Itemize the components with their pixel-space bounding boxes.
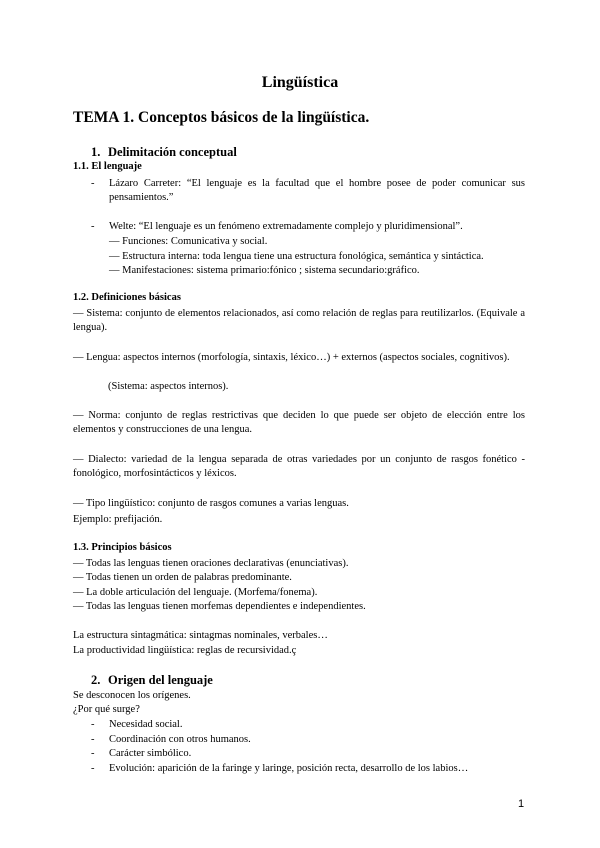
section1-title: Delimitación conceptual — [108, 145, 237, 159]
origin-reason: Carácter simbólico. — [109, 748, 192, 759]
list-bullet: - — [91, 178, 95, 189]
tipo-example: Ejemplo: prefijación. — [73, 514, 163, 525]
welte-sub-line: — Funciones: Comunicativa y social. — [109, 236, 268, 247]
definition-norma: — Norma: conjunto de reglas restrictivas que deciden lo que puede ser objeto de elección entre los elementos y construcciones de una lengua. — [73, 410, 525, 435]
document-title: Lingüística — [261, 74, 339, 91]
definition-dialecto: — Dialecto: variedad de la lengua separada de otras variedades por un conjunto de rasgos fonético - fonológico, morfosintácticos y léxicos. — [73, 454, 525, 479]
origin-reason: Evolución: aparición de la faringe y laringe, posición recta, desarrollo de los labios… — [109, 763, 469, 774]
principle-line: — Todas las lenguas tienen oraciones declarativas (enunciativas). — [73, 558, 349, 569]
lazaro-carreter-quote: Lázaro Carreter: “El lenguaje es la facultad que el hombre posee de poder comunicar sus pensamientos.” — [109, 178, 525, 203]
origin-question: ¿Por qué surge? — [73, 704, 140, 715]
list-bullet: - — [91, 734, 95, 745]
definition-sistema: — Sistema: conjunto de elementos relacionados, así como relación de reglas para reutilizarlos. (Equivale a lengua). — [73, 308, 525, 333]
extra-line: La productividad lingüística: reglas de recursividad.ç — [73, 645, 297, 656]
list-bullet: - — [91, 221, 95, 232]
welte-sub-line: — Manifestaciones: sistema primario:fónico ; sistema secundario:gráfico. — [109, 265, 420, 276]
lengua-note: (Sistema: aspectos internos). — [108, 381, 229, 392]
page-number: 1 — [518, 798, 525, 810]
list-bullet: - — [91, 763, 95, 774]
principle-line: — La doble articulación del lenguaje. (Morfema/fonema). — [73, 587, 318, 598]
section1-number: 1. — [91, 145, 101, 159]
extra-line: La estructura sintagmática: sintagmas nominales, verbales… — [73, 630, 328, 641]
definition-lengua: — Lengua: aspectos internos (morfología, sintaxis, léxico…) + externos (aspectos sociales, cognitivos). — [73, 352, 510, 363]
subsection-1-3-title: 1.3. Principios básicos — [73, 542, 172, 553]
list-bullet: - — [91, 748, 95, 759]
definition-tipo-linguistico: — Tipo lingüístico: conjunto de rasgos comunes a varias lenguas. — [73, 498, 349, 509]
subsection-1-1-title: 1.1. El lenguaje — [73, 161, 142, 172]
origin-line: Se desconocen los orígenes. — [73, 690, 191, 701]
subsection-1-2-title: 1.2. Definiciones básicas — [73, 292, 181, 303]
welte-sub-line: — Estructura interna: toda lengua tiene una estructura fonológica, semántica y sintáctica. — [109, 251, 484, 262]
welte-quote: Welte: “El lenguaje es un fenómeno extremadamente complejo y pluridimensional”. — [109, 221, 463, 232]
section2-number: 2. — [91, 673, 101, 687]
list-bullet: - — [91, 719, 95, 730]
principle-line: — Todas las lenguas tienen morfemas dependientes e independientes. — [73, 601, 366, 612]
origin-reason: Necesidad social. — [109, 719, 183, 730]
tema-heading: TEMA 1. Conceptos básicos de la lingüística. — [73, 109, 370, 126]
origin-reason: Coordinación con otros humanos. — [109, 734, 251, 745]
principle-line: — Todas tienen un orden de palabras predominante. — [73, 572, 292, 583]
section2-title: Origen del lenguaje — [108, 673, 213, 687]
